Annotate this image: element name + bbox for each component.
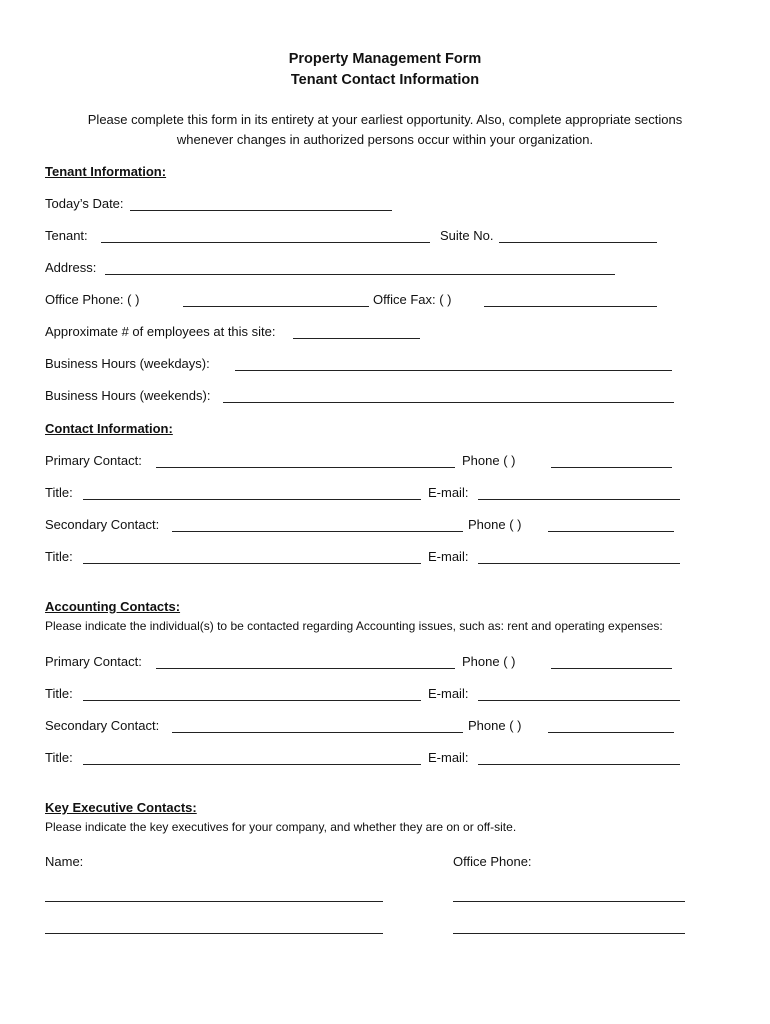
contact-primary-title-field[interactable] <box>83 499 421 500</box>
contact-secondary-title-label: Title: <box>45 549 73 564</box>
accounting-secondary-label: Secondary Contact: <box>45 718 160 733</box>
accounting-secondary-title-field[interactable] <box>83 764 421 765</box>
accounting-secondary-phone-field[interactable] <box>548 732 674 733</box>
todays-date-field[interactable] <box>130 210 392 211</box>
contact-primary-field[interactable] <box>156 467 455 468</box>
accounting-secondary-title-label: Title: <box>45 750 73 765</box>
contact-secondary-label: Secondary Contact: <box>45 517 160 532</box>
contact-primary-phone-field[interactable] <box>551 467 672 468</box>
key-exec-phone-field-2[interactable] <box>453 933 685 934</box>
accounting-secondary-email-label: E-mail: <box>428 750 469 765</box>
form-title: Property Management Form <box>288 51 482 67</box>
hours-weekends-label: Business Hours (weekends): <box>45 388 211 403</box>
office-fax-field[interactable] <box>484 306 657 307</box>
suite-label: Suite No. <box>440 228 494 243</box>
tenant-label: Tenant: <box>45 228 88 243</box>
accounting-primary-label: Primary Contact: <box>45 654 142 669</box>
accounting-primary-field[interactable] <box>156 668 455 669</box>
form-subtitle: Tenant Contact Information <box>290 72 480 88</box>
employees-label: Approximate # of employees at this site: <box>45 324 276 339</box>
accounting-primary-title-label: Title: <box>45 686 73 701</box>
office-phone-field[interactable] <box>183 306 369 307</box>
contact-primary-phone-label: Phone ( ) <box>462 453 516 468</box>
tenant-field[interactable] <box>101 242 430 243</box>
hours-weekends-field[interactable] <box>223 402 674 403</box>
employees-field[interactable] <box>293 338 420 339</box>
todays-date-label: Today’s Date: <box>45 196 124 211</box>
contact-primary-email-field[interactable] <box>478 499 680 500</box>
contact-secondary-field[interactable] <box>172 531 463 532</box>
address-field[interactable] <box>105 274 615 275</box>
suite-field[interactable] <box>499 242 657 243</box>
accounting-primary-phone-label: Phone ( ) <box>462 654 516 669</box>
key-exec-name-label: Name: <box>45 854 84 869</box>
accounting-secondary-email-field[interactable] <box>478 764 680 765</box>
contact-primary-title-label: Title: <box>45 485 73 500</box>
office-fax-label: Office Fax: ( ) <box>373 292 452 307</box>
accounting-primary-phone-field[interactable] <box>551 668 672 669</box>
contact-secondary-email-field[interactable] <box>478 563 680 564</box>
accounting-primary-email-label: E-mail: <box>428 686 469 701</box>
address-label: Address: <box>45 260 97 275</box>
key-exec-office-phone-label: Office Phone: <box>453 854 532 869</box>
key-exec-phone-field-1[interactable] <box>453 901 685 902</box>
accounting-description: Please indicate the individual(s) to be contacted regarding Accounting issues, such as: rent and operating expenses: <box>45 619 663 633</box>
accounting-heading: Accounting Contacts: <box>45 599 181 614</box>
contact-secondary-email-label: E-mail: <box>428 549 469 564</box>
hours-weekdays-field[interactable] <box>235 370 672 371</box>
accounting-primary-title-field[interactable] <box>83 700 421 701</box>
key-exec-description: Please indicate the key executives for your company, and whether they are on or off-site. <box>45 820 517 834</box>
accounting-secondary-field[interactable] <box>172 732 463 733</box>
contact-primary-email-label: E-mail: <box>428 485 469 500</box>
contact-info-heading: Contact Information: <box>45 421 173 436</box>
contact-primary-label: Primary Contact: <box>45 453 142 468</box>
key-exec-heading: Key Executive Contacts: <box>45 800 197 815</box>
accounting-secondary-phone-label: Phone ( ) <box>468 718 522 733</box>
office-phone-label: Office Phone: ( ) <box>45 292 140 307</box>
hours-weekdays-label: Business Hours (weekdays): <box>45 356 210 371</box>
contact-secondary-phone-label: Phone ( ) <box>468 517 522 532</box>
intro-text-line1: Please complete this form in its entirety at your earliest opportunity. Also, complete appropriate sections <box>87 112 683 127</box>
accounting-primary-email-field[interactable] <box>478 700 680 701</box>
key-exec-name-field-2[interactable] <box>45 933 383 934</box>
intro-text-line2: whenever changes in authorized persons occur within your organization. <box>176 132 594 147</box>
tenant-info-heading: Tenant Information: <box>45 164 167 179</box>
key-exec-name-field-1[interactable] <box>45 901 383 902</box>
contact-secondary-phone-field[interactable] <box>548 531 674 532</box>
contact-secondary-title-field[interactable] <box>83 563 421 564</box>
